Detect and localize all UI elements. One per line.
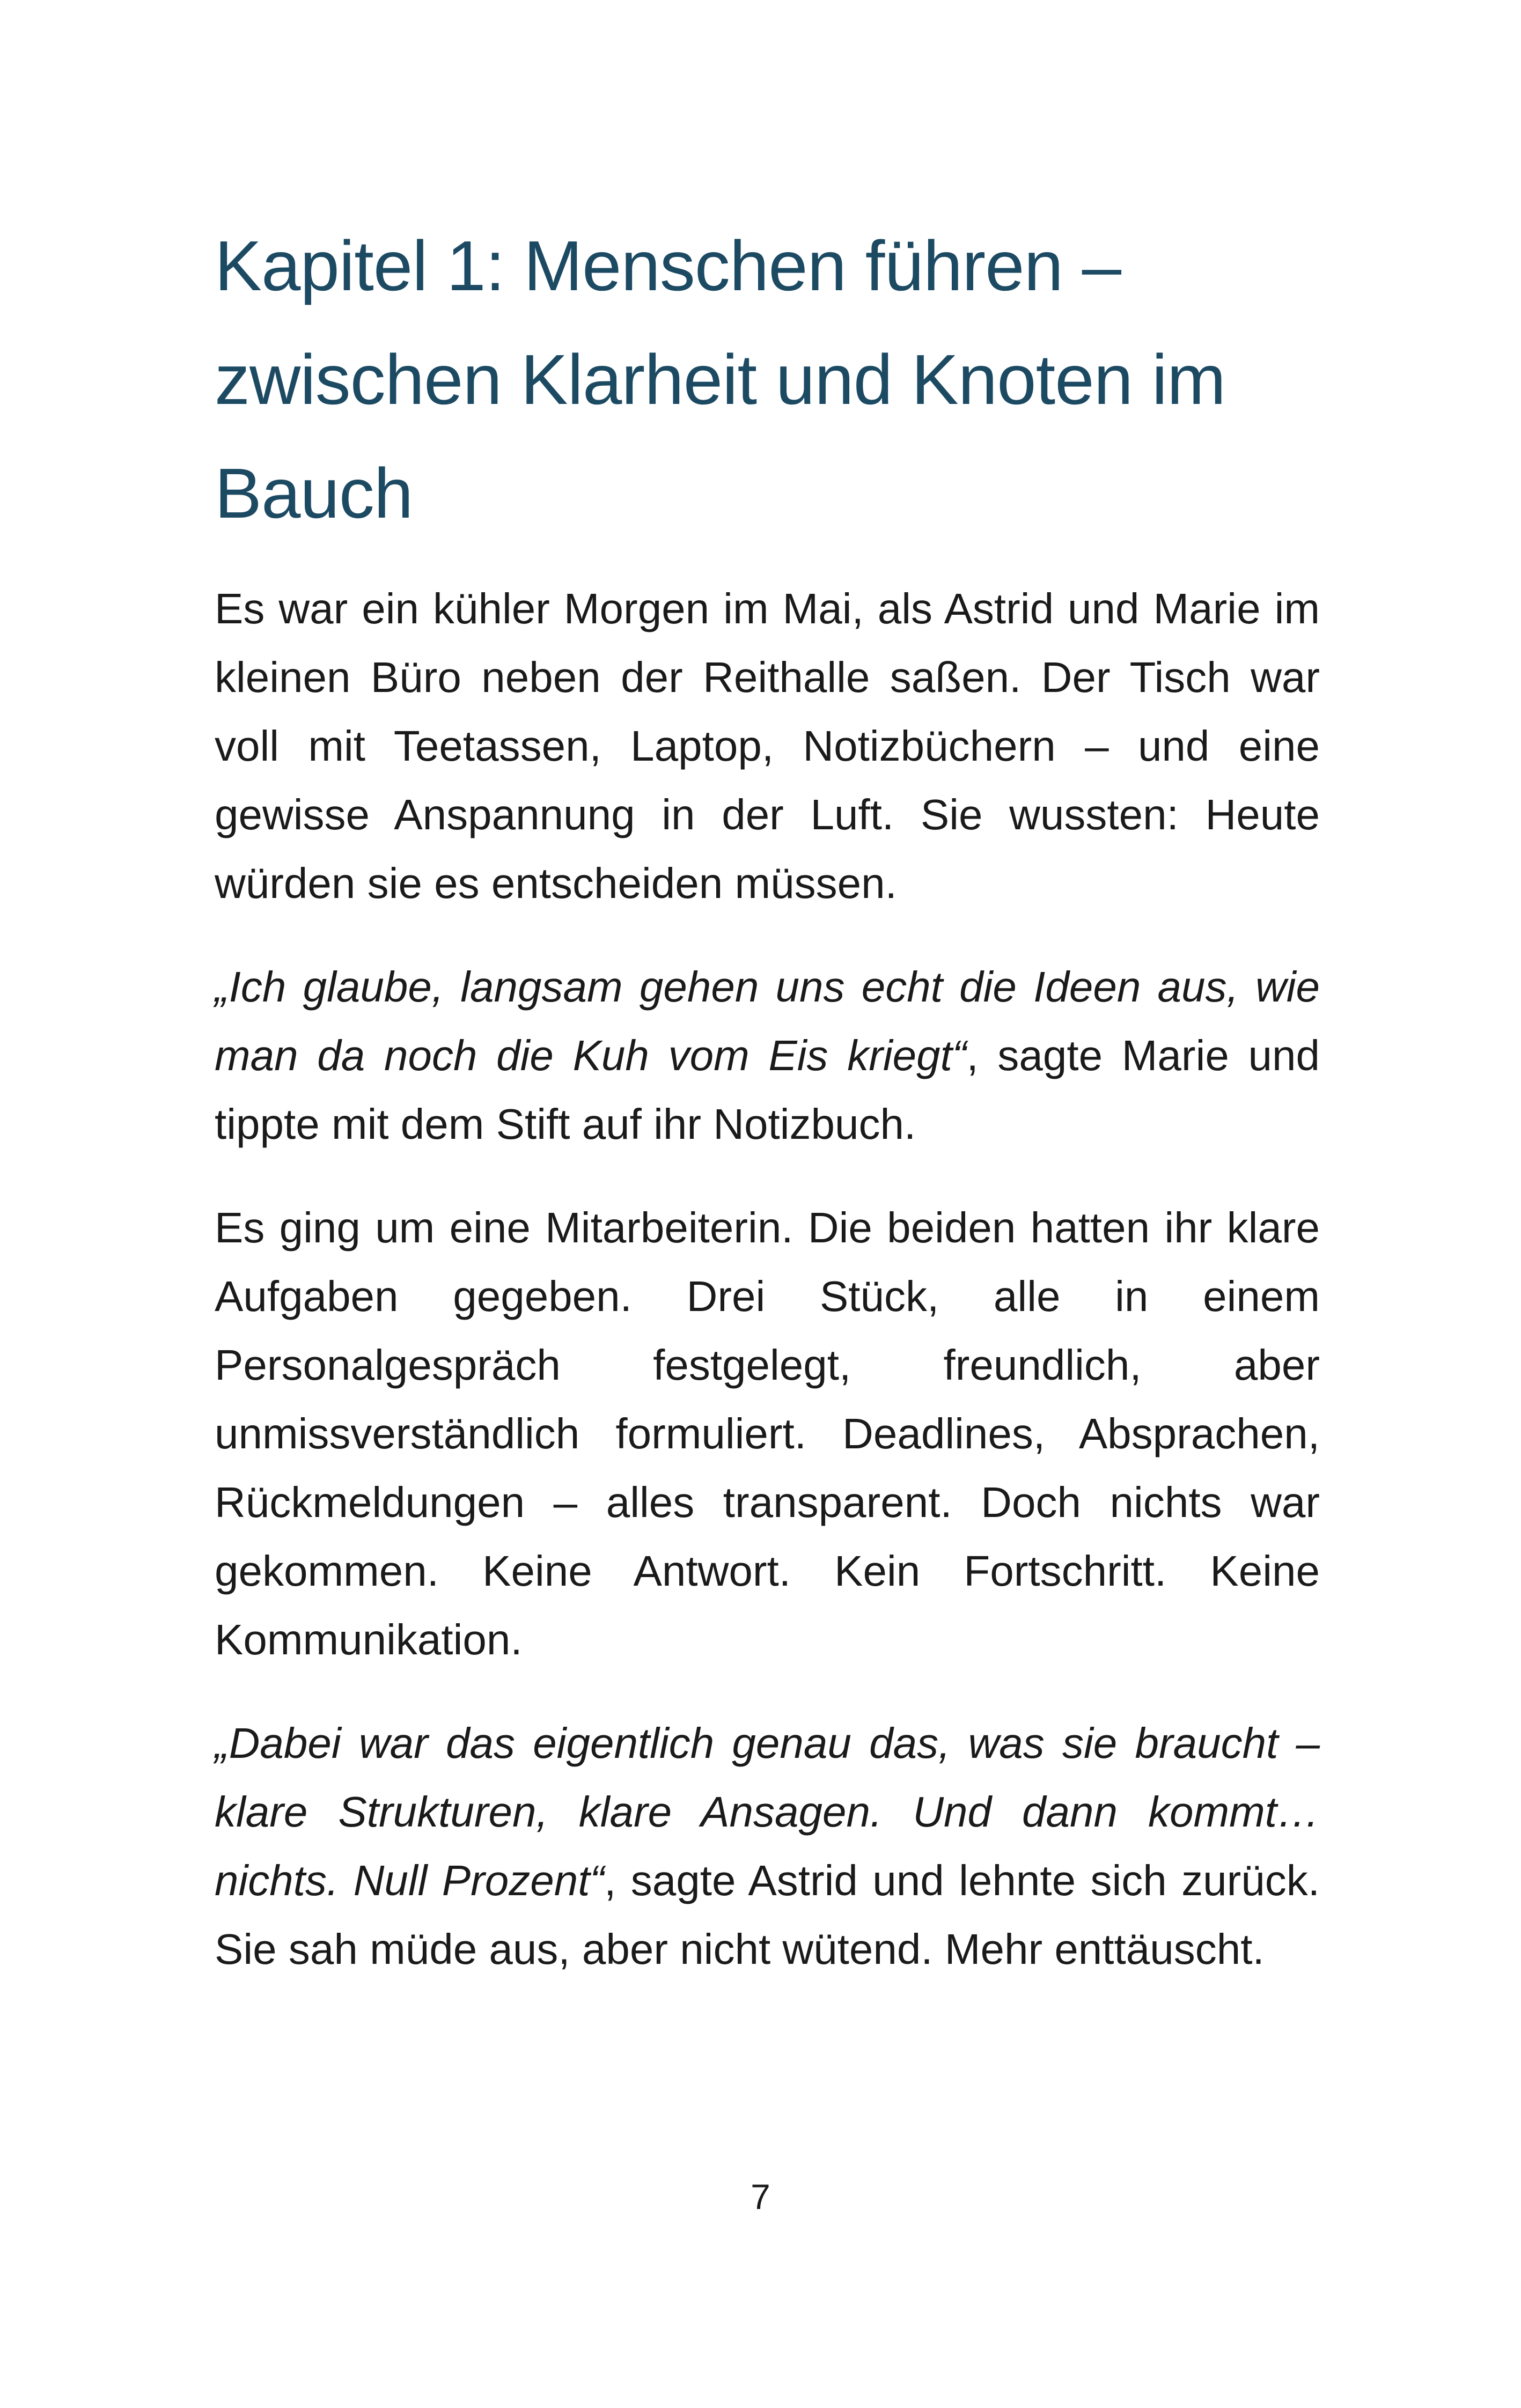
paragraph-4-rest: , sagte Astrid und lehnte sich zurück. Sie sah müde aus, aber nicht wütend. Mehr enttäuscht. — [215, 1857, 1320, 1973]
paragraph-1: Es war ein kühler Morgen im Mai, als Astrid und Marie im kleinen Büro neben der Reithalle saßen. Der Tisch war voll mit Teetassen, Laptop, Notizbüchern – und eine gewisse Anspannung in der Luft. Sie wussten: Heute würden sie es entscheiden müssen. — [215, 585, 1320, 907]
paragraph-2 — [215, 953, 1320, 1159]
paragraph-4-quote: „Dabei war das eigentlich genau das, was sie braucht – klare Strukturen, klare Ansagen. Und dann kommt… nichts. Null Prozent“ — [215, 1719, 1320, 1904]
page-content — [215, 209, 1320, 1984]
paragraph-2-quote: „Ich glaube, langsam gehen uns echt die Ideen aus, wie man da noch die Kuh vom Eis kriegt“ — [215, 963, 1320, 1079]
paragraph-2-rest: , sagte Marie und tippte mit dem Stift auf ihr Notizbuch. — [215, 1032, 1320, 1148]
page-number: 7 — [751, 2177, 770, 2216]
chapter-title: Kapitel 1: Menschen führen – zwischen Klarheit und Knoten im Bauch — [215, 226, 1226, 533]
paragraph-3: Es ging um eine Mitarbeiterin. Die beiden hatten ihr klare Aufgaben gegeben. Drei Stück, alle in einem Personalgespräch festgelegt, freundlich, aber unmissverständlich formuliert. Deadlines, Absprachen, Rückmeldungen – alles transparent. Doch nichts war gekommen. Keine Antwort. Kein Fortschritt. Keine Kommunikation. — [215, 1204, 1320, 1663]
paragraph-4 — [215, 1709, 1320, 1984]
